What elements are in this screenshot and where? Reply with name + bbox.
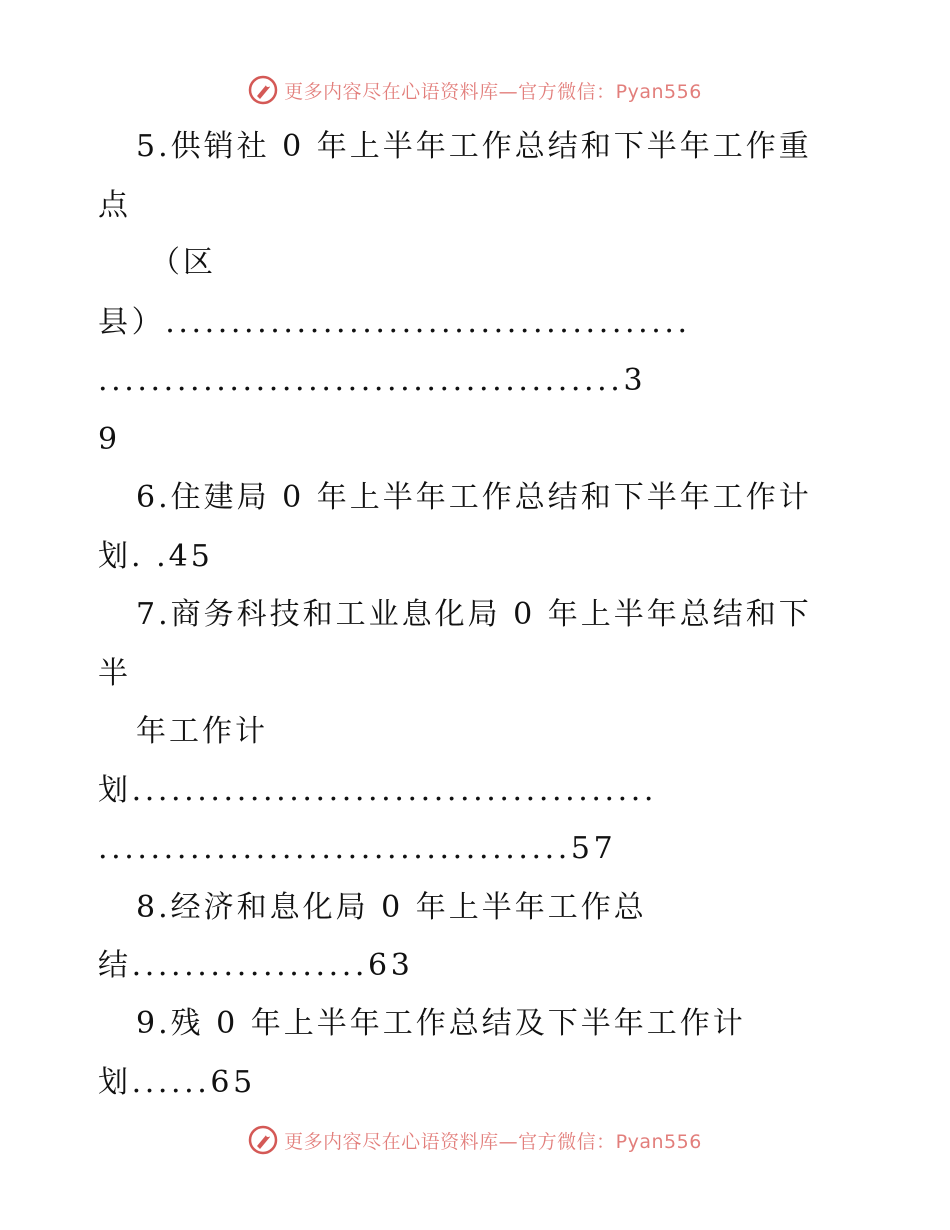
toc-entry-5-page: 9 <box>98 422 121 457</box>
toc-entry-5-leader: 县）........................................ <box>98 305 691 340</box>
toc-entry-7: 7.商务科技和工业息化局 0 年上半年总结和下 <box>136 597 812 632</box>
watermark-text: 更多内容尽在心语资料库—官方微信：Pyan556 <box>284 1130 702 1153</box>
toc-entry-7-cont: 半 <box>98 656 131 691</box>
toc-entry-9: 9.残 0 年上半年工作总结及下半年工作计 <box>136 1006 746 1041</box>
watermark-text: 更多内容尽在心语资料库—官方微信：Pyan556 <box>284 80 702 103</box>
toc-entry-8-page: 结..................63 <box>98 948 414 983</box>
toc-entry-5-leader: ........................................3 <box>98 363 647 398</box>
header-watermark <box>0 70 950 110</box>
toc-entry-5: 5.供销社 0 年上半年工作总结和下半年工作重 <box>136 129 812 164</box>
toc-entry-6: 6.住建局 0 年上半年工作总结和下半年工作计 <box>136 480 812 515</box>
footer-watermark <box>0 1120 950 1160</box>
toc-entry-7-cont: 年工作计 <box>136 714 268 749</box>
toc-entry-7-page: ....................................57 <box>98 831 617 866</box>
pen-logo-icon <box>248 75 278 105</box>
toc-entry-5-cont: （区 <box>150 245 216 280</box>
toc-entry-6-page: 划. .45 <box>98 539 213 574</box>
toc-entry-7-leader: 划........................................ <box>98 773 658 808</box>
pen-logo-icon <box>248 1125 278 1155</box>
toc-entry-5-cont: 点 <box>98 188 131 223</box>
toc-entry-9-page: 划......65 <box>98 1065 256 1100</box>
toc-entry-8: 8.经济和息化局 0 年上半年工作总 <box>136 890 647 925</box>
